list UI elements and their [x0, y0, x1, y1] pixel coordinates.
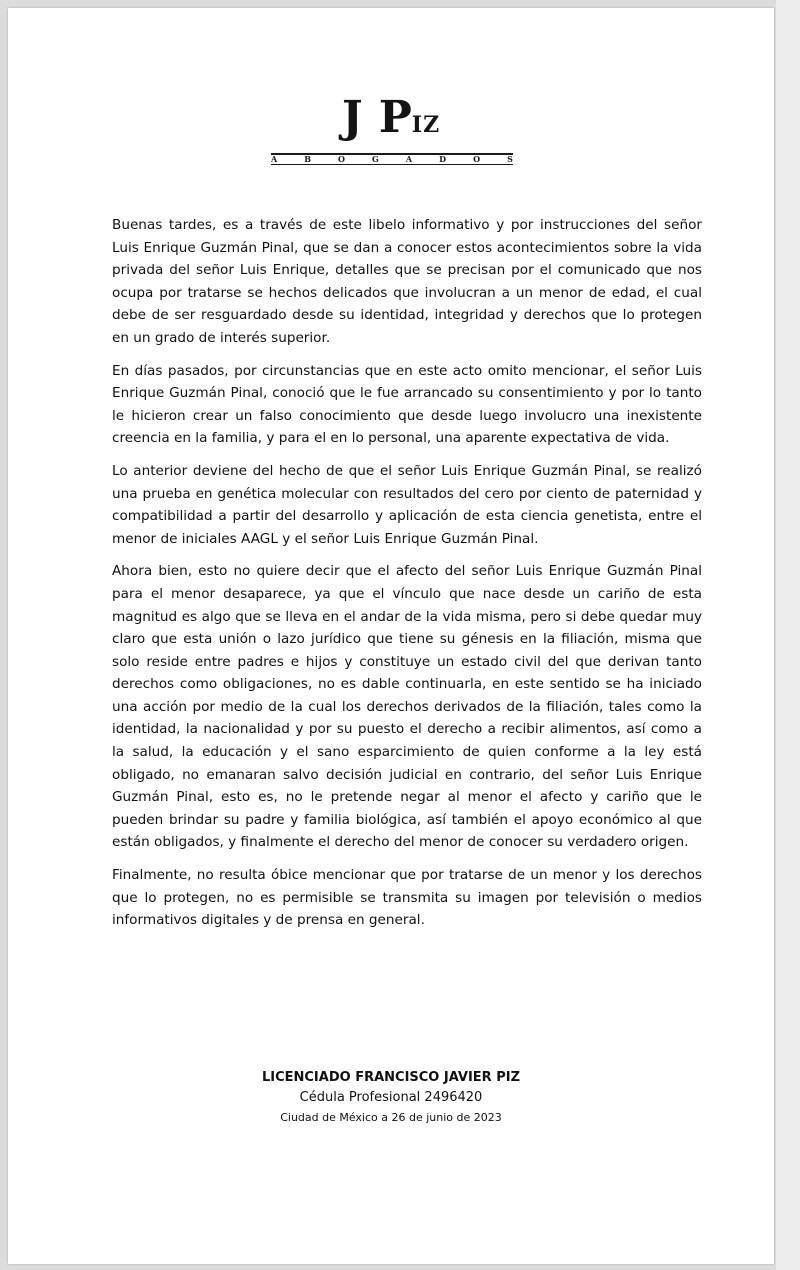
- logo-subtitle-letter: D: [439, 154, 447, 164]
- logo-letter-p: P: [378, 92, 412, 143]
- paragraph-filiation: Ahora bien, esto no quiere decir que el afecto del señor Luis Enrique Guzmán Pinal para el menor desaparece, ya que el vínculo que nace desde un cariño de esta magnitud es algo que se lleva en el andar de la vida misma, pero si debe quedar muy claro que esta unión o lazo jurídico que tiene su génesis en la filiación, misma que solo reside entre padres e hijos y constituye un estado civil del que derivan tanto derechos como obligaciones, no es dable continuarla, en este sentido se ha iniciado una acción por medio de la cual los derechos derivados de la filiación, tales como la identidad, la nacionalidad y por su puesto el derecho a recibir alimentos, así como a la salud, la educación y el sano esparcimiento de quien conforme a la ley está obligado, no emanaran salvo decisión judicial en contrario, del señor Luis Enrique Guzmán Pinal, esto es, no le pretende negar al menor el afecto y cariño que le pueden brindar su padre y familia biológica, así también el apoyo económico al que están obligados, y finalmente el derecho del menor de conocer su verdadero origen.: [112, 563, 702, 851]
- signature-block: [8, 1068, 774, 1128]
- professional-license: Cédula Profesional 2496420: [299, 1090, 483, 1105]
- paragraph-genetic-test: Lo anterior deviene del hecho de que el señor Luis Enrique Guzmán Pinal, se realizó una prueba en genética molecular con resultados del cero por ciento de paternidad y compatibilidad a partir del desarrollo y aplicación de esta ciencia genetista, entre el menor de iniciales AAGL y el señor Luis Enrique Guzmán Pinal.: [112, 462, 702, 547]
- logo-subtitle-letter: G: [372, 154, 379, 164]
- signatory-name: LICENCIADO FRANCISCO JAVIER PIZ: [261, 1070, 521, 1085]
- logo-letters-iz: IZ: [411, 112, 441, 138]
- statement-body: [112, 214, 702, 942]
- document-page: [8, 8, 774, 1264]
- logo-subtitle-letter: S: [507, 154, 513, 164]
- logo-subtitle-letter: A: [405, 154, 413, 164]
- logo-subtitle-letter: A: [271, 154, 278, 164]
- paragraph-circumstances: En días pasados, por circunstancias que en este acto omito mencionar, el señor Luis Enrique Guzmán Pinal, conoció que le fue arrancado su consentimiento y por lo tanto le hicieron crear un falso conocimiento que desde luego involucro una inexistente creencia en la familia, y para el en lo personal, una aparente expectativa de vida.: [112, 362, 702, 447]
- logo-subtitle: [271, 154, 513, 164]
- logo-subtitle-letter: O: [473, 154, 481, 164]
- logo-rule-bottom: [271, 164, 513, 165]
- logo-wordmark: [341, 92, 441, 143]
- law-firm-logo: [8, 92, 774, 143]
- paragraph-privacy-request: Finalmente, no resulta óbice mencionar que por tratarse de un menor y los derechos que lo protegen, no es permisible se transmita su imagen por televisión o medios informativos digitales y de prensa en general.: [112, 867, 702, 929]
- background-strip: [776, 0, 800, 1270]
- place-and-date: Ciudad de México a 26 de junio de 2023: [280, 1111, 502, 1124]
- logo-subtitle-letter: B: [304, 154, 312, 164]
- paragraph-greeting: Buenas tardes, es a través de este libelo informativo y por instrucciones del señor Luis Enrique Guzmán Pinal, que se dan a conocer estos acontecimientos sobre la vida privada del señor Luis Enrique, detalles que se precisan por el comunicado que nos ocupa por tratarse se hechos delicados que involucran a un menor de edad, el cual debe de ser resguardado desde su identidad, integridad y derechos que lo protegen en un grado de interés superior.: [112, 217, 702, 346]
- logo-letter-j: J: [341, 92, 363, 143]
- logo-subtitle-letter: O: [338, 154, 346, 164]
